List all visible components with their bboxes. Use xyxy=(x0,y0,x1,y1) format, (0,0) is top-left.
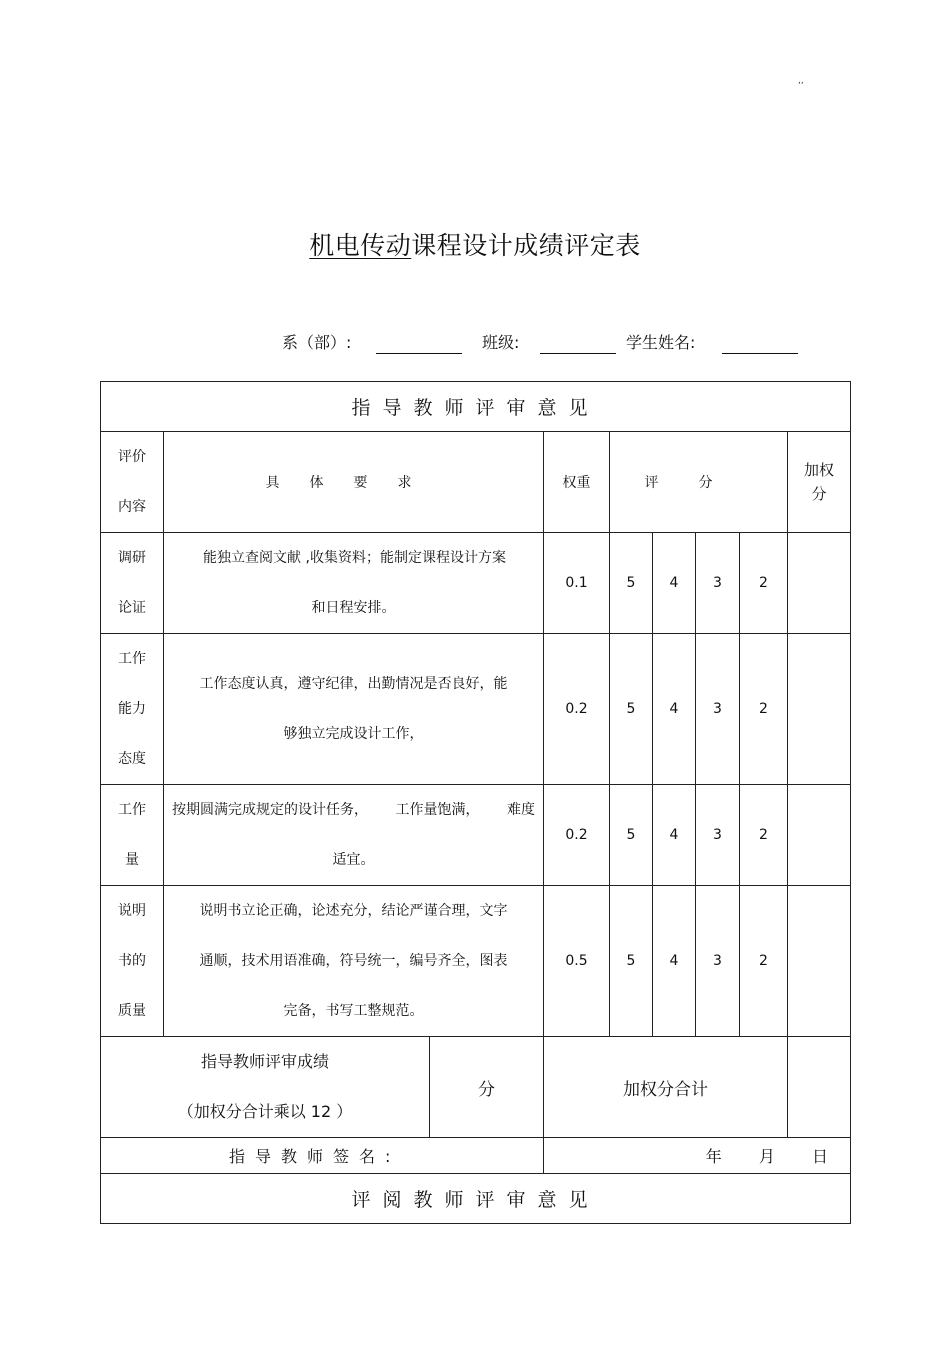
row-content xyxy=(101,634,164,785)
requirement-line: 工作态度认真，遵守纪律，出勤情况是否良好，能 xyxy=(199,676,508,692)
row-weight: 0.2 xyxy=(544,634,610,785)
header-weighted-score xyxy=(788,432,851,533)
requirement-line: 够独立完成设计工作， xyxy=(283,726,424,742)
date-day: 日 xyxy=(812,1147,829,1166)
advisor-grade-unit[interactable]: 分 xyxy=(478,1079,495,1100)
score-option[interactable]: 2 xyxy=(740,533,788,634)
table-row xyxy=(101,785,851,886)
row-content-line: 书的 xyxy=(118,953,146,969)
date-year: 年 xyxy=(705,1147,722,1166)
score-option[interactable]: 2 xyxy=(740,785,788,886)
signature-date[interactable] xyxy=(544,1138,851,1174)
weighted-sum-label: 加权分合计 xyxy=(544,1037,788,1138)
requirement-line: 能独立查阅文献 ,收集资料；能制定课程设计方案 xyxy=(203,550,506,566)
row-content-line: 工作 xyxy=(118,802,146,818)
requirement-line: 说明书立论正确，论述充分，结论严谨合理，文字 xyxy=(199,903,508,919)
score-option[interactable]: 4 xyxy=(653,634,696,785)
header-row xyxy=(101,432,851,533)
advisor-grade-label-line: 指导教师评审成绩 xyxy=(200,1052,329,1071)
header-content-line: 评价 xyxy=(118,449,146,465)
score-option[interactable]: 3 xyxy=(696,785,740,886)
row-content-line: 工作 xyxy=(118,651,146,667)
advisor-grade-label xyxy=(101,1037,430,1137)
page-title xyxy=(0,228,950,264)
row-weight: 0.2 xyxy=(544,785,610,886)
row-weighted-score[interactable] xyxy=(788,886,851,1037)
score-option[interactable]: 5 xyxy=(610,785,653,886)
row-content xyxy=(101,785,164,886)
score-option[interactable]: 4 xyxy=(653,886,696,1037)
row-content xyxy=(101,886,164,1037)
header-requirements: 具体要求 xyxy=(164,432,544,533)
requirement-segment: 工作量饱满， xyxy=(395,802,480,818)
table-row xyxy=(101,886,851,1037)
department-label: 系（部）: xyxy=(282,333,352,352)
requirement-line: 适宜。 xyxy=(332,852,375,868)
score-option[interactable]: 5 xyxy=(610,634,653,785)
score-option[interactable]: 2 xyxy=(740,634,788,785)
row-weight: 0.1 xyxy=(544,533,610,634)
score-option[interactable]: 3 xyxy=(696,634,740,785)
requirement-line: 完备，书写工整规范。 xyxy=(283,1003,424,1019)
score-option[interactable]: 3 xyxy=(696,886,740,1037)
requirement-line xyxy=(172,785,535,835)
score-option[interactable]: 4 xyxy=(653,533,696,634)
advisor-grade-label-line: （加权分合计乘以 12 ） xyxy=(177,1102,353,1121)
header-content-line: 内容 xyxy=(118,499,146,515)
student-name-label: 学生姓名: xyxy=(626,333,696,352)
row-requirement xyxy=(164,785,544,886)
title-rest: 课程设计成绩评定表 xyxy=(411,231,641,260)
row-content-line: 说明 xyxy=(118,903,146,919)
row-weighted-score[interactable] xyxy=(788,785,851,886)
requirement-line: 和日程安排。 xyxy=(311,600,396,616)
advisor-signature-label[interactable]: 指导教师签名: xyxy=(101,1138,544,1174)
score-option[interactable]: 2 xyxy=(740,886,788,1037)
header-content xyxy=(101,432,164,533)
requirement-segment: 按期圆满完成规定的设计任务， xyxy=(172,802,368,818)
student-name-field[interactable] xyxy=(722,353,798,354)
row-content-line: 能力 xyxy=(118,701,146,717)
header-weighted-line: 加权 xyxy=(804,461,835,479)
requirement-line: 通顺，技术用语准确，符号统一，编号齐全，图表 xyxy=(199,953,508,969)
header-score: 评分 xyxy=(610,432,788,533)
class-label: 班级: xyxy=(482,333,520,352)
score-option[interactable]: 5 xyxy=(610,533,653,634)
total-cell-wrapper xyxy=(101,1037,544,1138)
row-content-line: 质量 xyxy=(118,1003,146,1019)
row-requirement xyxy=(164,634,544,785)
class-field[interactable] xyxy=(540,353,616,354)
evaluation-table xyxy=(100,381,851,1224)
row-content-line: 量 xyxy=(125,852,139,868)
total-row xyxy=(101,1037,851,1138)
score-option[interactable]: 4 xyxy=(653,785,696,886)
signature-row xyxy=(101,1138,851,1174)
row-requirement xyxy=(164,533,544,634)
table-row xyxy=(101,634,851,785)
weighted-sum-value[interactable] xyxy=(788,1037,851,1138)
row-content-line: 调研 xyxy=(118,550,146,566)
row-content-line: 态度 xyxy=(118,751,146,767)
row-weight: 0.5 xyxy=(544,886,610,1037)
reviewer-heading-row xyxy=(101,1174,851,1224)
department-field[interactable] xyxy=(376,353,462,354)
header-weighted-line: 分 xyxy=(811,485,827,503)
table-row xyxy=(101,533,851,634)
reviewer-section-heading: 评阅教师评审意见 xyxy=(101,1174,851,1224)
row-requirement xyxy=(164,886,544,1037)
date-month: 月 xyxy=(758,1147,775,1166)
row-content xyxy=(101,533,164,634)
row-weighted-score[interactable] xyxy=(788,533,851,634)
requirement-segment: 难度 xyxy=(507,802,535,818)
header-weight: 权重 xyxy=(544,432,610,533)
advisor-heading-row xyxy=(101,382,851,432)
title-underlined-part: 机电传动 xyxy=(309,231,412,260)
row-weighted-score[interactable] xyxy=(788,634,851,785)
score-option[interactable]: 3 xyxy=(696,533,740,634)
corner-mark: ,, xyxy=(798,76,804,86)
row-content-line: 论证 xyxy=(118,600,146,616)
advisor-section-heading: 指导教师评审意见 xyxy=(101,382,851,432)
score-option[interactable]: 5 xyxy=(610,886,653,1037)
